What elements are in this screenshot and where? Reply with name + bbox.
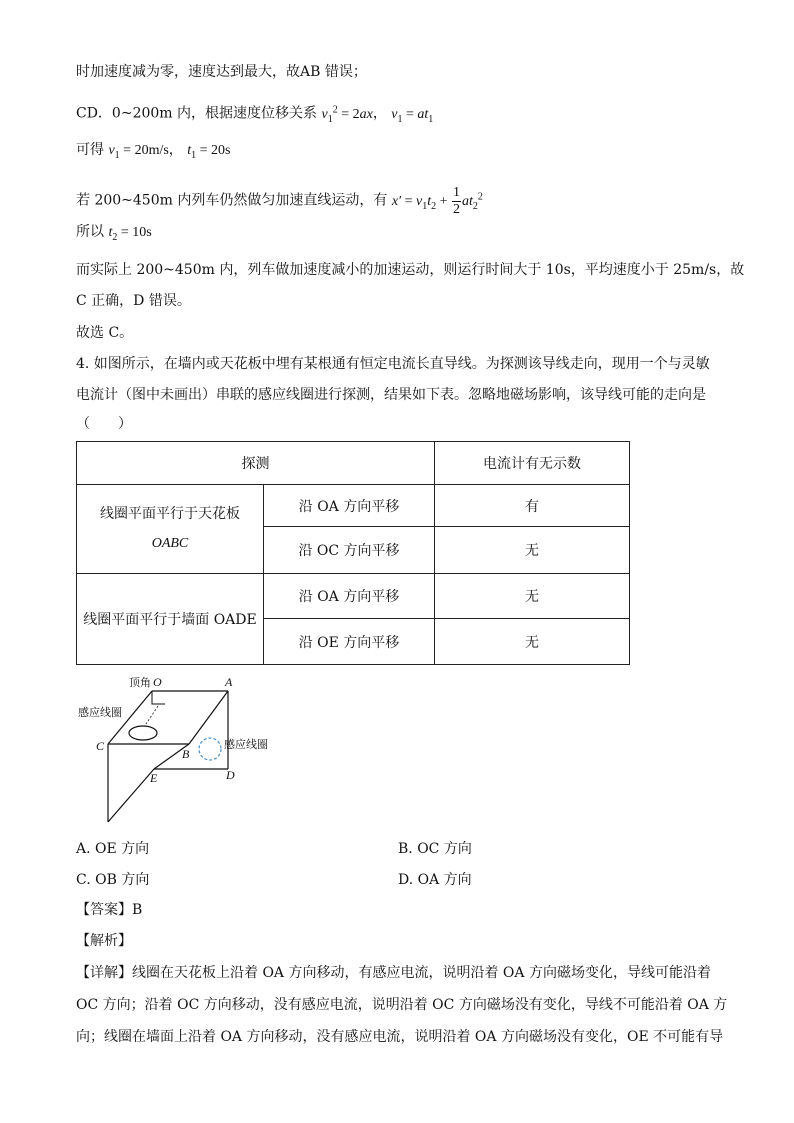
row-result: 无 xyxy=(435,574,630,619)
group-ceiling-sub: OABC xyxy=(151,536,189,551)
header-probe: 探测 xyxy=(77,442,435,485)
table-header-row xyxy=(77,442,630,485)
answer-line xyxy=(76,900,142,920)
row-action: 沿 OA 方向平移 xyxy=(264,485,435,527)
header-result: 电流计有无示数 xyxy=(435,442,630,485)
analysis-line-2: OC 方向；沿着 OC 方向移动，没有感应电流，说明沿着 OC 方向磁场没有变化，导线不可能沿着 OA 方 xyxy=(76,997,728,1013)
question-stem-line-2: 电流计（图中未画出）串联的感应线圈进行探测，结果如下表。忽略地磁场影响，该导线可能的走向是 xyxy=(76,387,706,403)
answer-label: 【答案】 xyxy=(76,902,132,918)
row-result: 有 xyxy=(435,485,630,527)
ceiling-wall-diagram xyxy=(76,672,296,832)
solution-line-1: 时加速度减为零，速度达到最大，故AB 错误； xyxy=(76,64,367,80)
formula-v1-at1: $v_1 = at_1$ xyxy=(391,106,434,125)
solution-line-6: 而实际上 200~450m 内，列车做加速度减小的加速运动，则运行时间大于 10s，平均速度小于 25m/s，故 xyxy=(76,262,745,278)
table-row xyxy=(77,485,630,527)
solution-line-3: 可得 $v_1 = 20m/s$， $t_1 = 20s$ xyxy=(76,142,231,161)
solution-line-7: C 正确，D 错误。 xyxy=(76,293,191,309)
formula-v2-2ax: $v_1^2 = 2ax$ xyxy=(321,104,373,125)
formula-v1-value: $v_1 = 20m/s$ xyxy=(108,143,169,161)
formula-t2-value: $t_2 = 10s$ xyxy=(108,225,152,243)
group-ceiling xyxy=(77,485,264,574)
answer-value: B xyxy=(132,902,143,918)
analysis-p1: 线圈在天花板上沿着 OA 方向移动，有感应电流，说明沿着 OA 方向磁场变化，导线可能沿着 xyxy=(132,965,711,981)
edge-E-down xyxy=(108,769,154,822)
row-action: 沿 OE 方向平移 xyxy=(264,619,435,665)
point-O: O xyxy=(153,675,162,689)
corner-label: 顶角 xyxy=(129,676,151,689)
row-result: 无 xyxy=(435,527,630,574)
row-result: 无 xyxy=(435,619,630,665)
row-action: 沿 OC 方向平移 xyxy=(264,527,435,574)
analysis-label: 【解析】 xyxy=(76,933,132,949)
solution-line-4 xyxy=(76,180,483,223)
point-C: C xyxy=(96,739,105,753)
point-A: A xyxy=(225,675,233,689)
analysis-line-1 xyxy=(76,963,711,983)
corner-dash xyxy=(146,706,158,724)
question-stem-line-1: 4. 如图所示，在墙内或天花板中埋有某根通有恒定电流长直导线。为探测该导线走向，现用一个与灵敏 xyxy=(76,356,710,372)
row-action: 沿 OA 方向平移 xyxy=(264,574,435,619)
group-ceiling-label: 线圈平面平行于天花板 xyxy=(100,506,240,522)
solution-line-4-text: 若 200~450m 内列车仍然做匀加速直线运动，有 xyxy=(76,192,388,209)
formula-t1-value: $t_1 = 20s$ xyxy=(187,143,231,161)
coil-label-right: 感应线圈 xyxy=(224,738,268,751)
point-B: B xyxy=(182,747,190,761)
solution-line-2: CD．0~200m 内，根据速度位移关系 $v_1^2 = 2ax$， $v_1 = at_1$ xyxy=(76,104,434,125)
coil-label-left: 感应线圈 xyxy=(78,706,122,719)
option-D[interactable]: D. OA 方向 xyxy=(398,872,472,888)
solution-line-8: 故选 C。 xyxy=(76,325,134,341)
group-wall: 线圈平面平行于墙面 OADE xyxy=(77,574,264,665)
detail-label: 【详解】 xyxy=(76,965,132,981)
wall-coil xyxy=(199,738,221,760)
solution-line-5 xyxy=(76,222,152,248)
point-D: D xyxy=(226,768,235,782)
ceiling-coil xyxy=(129,726,157,740)
edge-AB xyxy=(189,691,228,744)
solution-line-2-text: CD．0~200m 内，根据速度位移关系 xyxy=(76,105,318,122)
corner-marker xyxy=(152,691,165,704)
solution-line-3-text: 可得 xyxy=(76,142,104,158)
point-E: E xyxy=(150,771,158,785)
table-row xyxy=(77,574,630,619)
solution-line-5-text: 所以 xyxy=(76,224,104,240)
formula-displacement: $x' = v_1t_2$ + $\frac{1}{2}$ $at_2^2$ xyxy=(391,184,483,217)
option-A[interactable]: A. OE 方向 xyxy=(76,841,150,857)
probe-table xyxy=(76,441,630,665)
option-B[interactable]: B. OC 方向 xyxy=(398,841,472,857)
question-stem-line-3: （ ） xyxy=(76,416,132,432)
analysis-line-3: 向；线圈在墙面上沿着 OA 方向移动，没有感应电流，说明沿着 OA 方向磁场没有变化，OE 不可能有导 xyxy=(76,1029,724,1045)
option-C[interactable]: C. OB 方向 xyxy=(76,872,150,888)
